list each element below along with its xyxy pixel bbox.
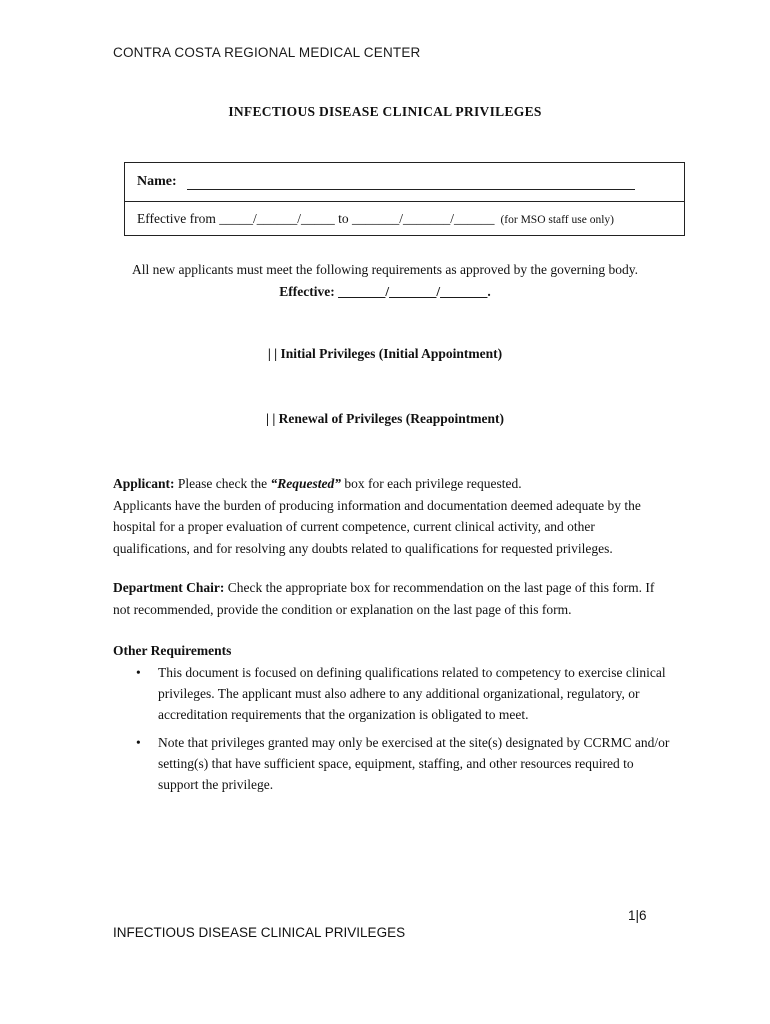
renewal-privileges-option[interactable]: | | Renewal of Privileges (Reappointment) bbox=[265, 411, 505, 426]
list-item-text: Note that privileges granted may only be exercised at the site(s) designated by CCRMC and/or setting(s) that have sufficient space, equipment, staffing, and other resources required to support the privilege. bbox=[158, 735, 670, 792]
effective-dates-line[interactable]: Effective from _____/______/_____ to _______/_______/______ bbox=[137, 211, 495, 226]
mso-note: (for MSO staff use only) bbox=[500, 214, 614, 226]
initial-privileges-option[interactable]: | | Initial Privileges (Initial Appointment) bbox=[267, 346, 503, 361]
footer-title: INFECTIOUS DISEASE CLINICAL PRIVILEGES bbox=[113, 925, 406, 940]
other-requirements-section bbox=[113, 640, 673, 802]
list-item-text: This document is focused on defining qualifications related to competency to exercise clinical privileges. The applicant must also adhere to any additional organizational, regulatory, or accreditation requirements that the organization is obligated to meet. bbox=[158, 665, 666, 722]
name-label: Name: bbox=[137, 174, 177, 189]
applicant-text-post: box for each privilege requested. bbox=[340, 476, 522, 491]
page-title: INFECTIOUS DISEASE CLINICAL PRIVILEGES bbox=[228, 104, 542, 119]
department-chair-section bbox=[113, 577, 673, 620]
list-item bbox=[113, 732, 673, 795]
applicant-section bbox=[113, 473, 673, 559]
department-chair-label: Department Chair: bbox=[113, 580, 225, 595]
name-row bbox=[125, 163, 684, 202]
page-number: 1|6 bbox=[628, 908, 647, 923]
intro-text: All new applicants must meet the following requirements as approved by the governing body. bbox=[131, 262, 638, 277]
header-organization: CONTRA COSTA REGIONAL MEDICAL CENTER bbox=[113, 45, 421, 60]
applicant-body: Applicants have the burden of producing information and documentation deemed adequate by the hospital for a proper evaluation of current competence, current clinical activity, and other qualifications, and for resolving any doubts related to qualifications for requested privileges. bbox=[113, 497, 641, 556]
effective-dates-row bbox=[137, 211, 614, 227]
other-requirements-heading: Other Requirements bbox=[113, 643, 232, 658]
department-chair-text: Check the appropriate box for recommendation on the last page of this form. If not recommended, provide the condition or explanation on the last page of this form. bbox=[113, 580, 655, 617]
effective-date-line: Effective: _______/_______/_______. bbox=[279, 284, 491, 299]
name-field[interactable] bbox=[187, 173, 635, 190]
name-box bbox=[124, 162, 685, 236]
bullet-icon: • bbox=[136, 735, 141, 750]
requested-term: “Requested” bbox=[270, 476, 341, 491]
list-item bbox=[113, 662, 673, 725]
applicant-text-pre: Please check the bbox=[174, 476, 271, 491]
applicant-label: Applicant: bbox=[113, 476, 175, 491]
bullet-icon: • bbox=[136, 665, 141, 680]
